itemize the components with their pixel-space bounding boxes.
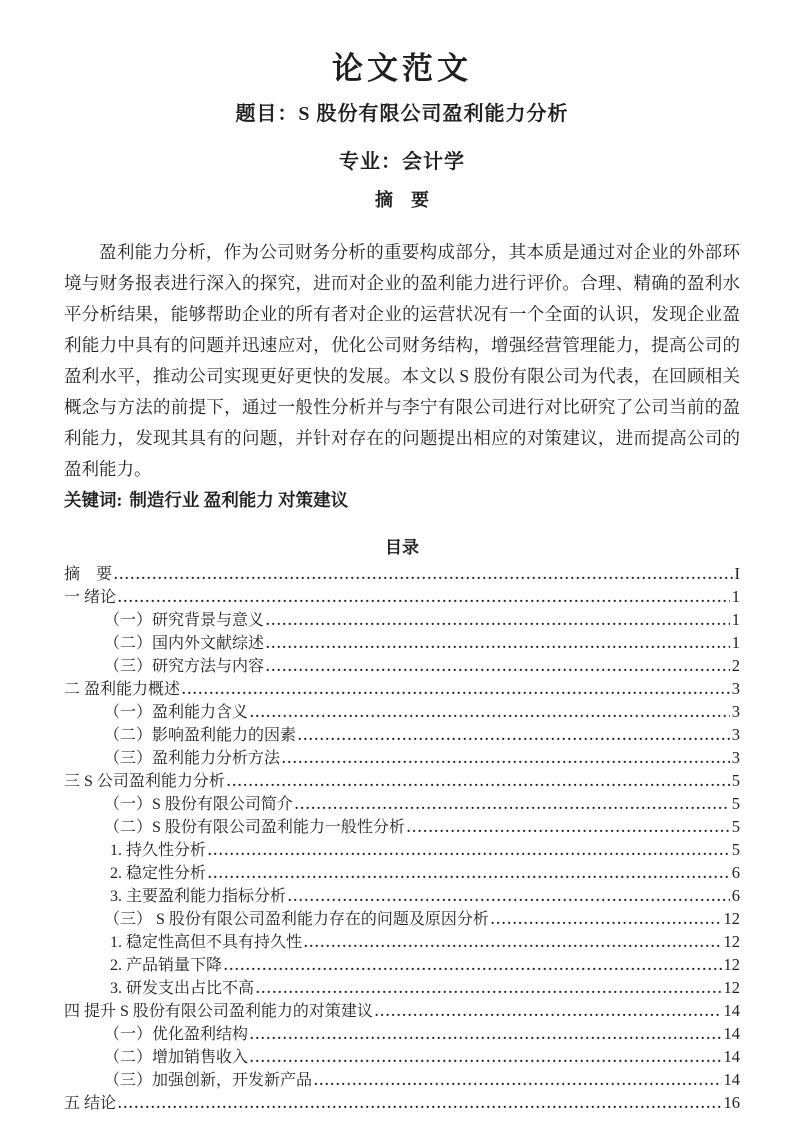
toc-leader-dots [114, 564, 732, 586]
toc-entry-page: 12 [723, 978, 740, 997]
toc-entry-page: 5 [731, 794, 740, 813]
abstract-heading: 摘 要 [375, 190, 429, 210]
toc-entry-page: 3 [731, 702, 740, 721]
toc-leader-dots [250, 1024, 721, 1046]
toc-leader-dots [266, 633, 730, 655]
toc-entry-page: 5 [731, 840, 740, 859]
doc-major: 专业：会计学 [339, 151, 465, 173]
toc-entry-label: （一）盈利能力含义 [104, 704, 249, 721]
toc-entry [64, 1069, 740, 1092]
toc-entry-label: （二）国内外文献综述 [104, 635, 265, 652]
toc-entry-label: 一 绪论 [64, 589, 117, 606]
toc-leader-dots [250, 1047, 721, 1069]
toc-entry-page: 14 [723, 1070, 740, 1089]
toc-entry-label: 3. 研发支出占比不高 [110, 980, 255, 997]
toc-leader-dots [208, 840, 730, 862]
toc-entry-page: 5 [731, 817, 740, 836]
toc-leader-dots [266, 656, 730, 678]
toc-leader-dots [118, 587, 730, 609]
toc-leader-dots [298, 725, 730, 747]
toc-leader-dots [295, 794, 730, 816]
toc-leader-dots [375, 1001, 722, 1023]
toc-entry-page: 3 [731, 748, 740, 767]
toc-entry-label: 五 结论 [64, 1095, 117, 1112]
toc-entry-label: （二）增加销售收入 [104, 1049, 249, 1066]
toc-entry-page: 16 [723, 1093, 740, 1112]
toc-entry-page: 12 [723, 909, 740, 928]
toc-entry-label: （三） S 股份有限公司盈利能力存在的问题及原因分析 [104, 911, 489, 928]
toc-entry [64, 586, 740, 609]
toc-entry [64, 1000, 740, 1023]
toc-entry-page: 12 [723, 955, 740, 974]
toc-entry-label: 三 S 公司盈利能力分析 [64, 773, 225, 790]
toc-entry-label: 二 盈利能力概述 [64, 681, 181, 698]
toc-entry [64, 931, 740, 954]
toc-entry [64, 793, 740, 816]
toc-entry-page: 1 [731, 633, 740, 652]
toc-entry [64, 908, 740, 931]
toc-leader-dots [182, 679, 730, 701]
toc-entry [64, 770, 740, 793]
toc-entry-label: （三）研究方法与内容 [104, 658, 265, 675]
toc-entry-label: （二）影响盈利能力的因素 [104, 727, 297, 744]
toc-entry-page: 3 [731, 725, 740, 744]
toc-leader-dots [282, 748, 730, 770]
toc-entry-page: 5 [731, 771, 740, 790]
toc-entry-page: 14 [723, 1047, 740, 1066]
toc-entry-page: 14 [723, 1001, 740, 1020]
toc-entry-page: 2 [731, 656, 740, 675]
toc-leader-dots [256, 978, 721, 1000]
toc-entry-page: 1 [731, 587, 740, 606]
toc-entry [64, 563, 740, 586]
toc-entry-label: （二）S 股份有限公司盈利能力一般性分析 [104, 819, 405, 836]
toc-entry [64, 1046, 740, 1069]
doc-subject: 题目：S 股份有限公司盈利能力分析 [235, 103, 569, 125]
toc-leader-dots [250, 702, 730, 724]
keywords-value: 制造行业 盈利能力 对策建议 [129, 490, 349, 510]
keywords-line [64, 485, 740, 516]
toc-entry-label: 1. 持久性分析 [110, 842, 207, 859]
toc-entry [64, 655, 740, 678]
toc-leader-dots [491, 909, 722, 931]
toc-entry [64, 678, 740, 701]
toc-leader-dots [266, 610, 730, 632]
toc-entry-page: 3 [731, 679, 740, 698]
toc-entry [64, 701, 740, 724]
toc-entry-label: （一）研究背景与意义 [104, 612, 265, 629]
toc-entry [64, 632, 740, 655]
toc-entry-label: （一）优化盈利结构 [104, 1026, 249, 1043]
toc-entry-label: （一）S 股份有限公司简介 [104, 796, 293, 813]
toc-entry-label: 四 提升 S 股份有限公司盈利能力的对策建议 [64, 1003, 373, 1020]
toc-entry-label: （三）加强创新，开发新产品 [104, 1072, 313, 1089]
toc-entry-label: （三）盈利能力分析方法 [104, 750, 281, 767]
keywords-label: 关键词: [64, 490, 123, 510]
toc-entry [64, 885, 740, 908]
doc-title: 论文范文 [332, 51, 472, 86]
toc-entry-page: 14 [723, 1024, 740, 1043]
toc-entry [64, 1092, 740, 1115]
toc-entry-page: 6 [731, 886, 740, 905]
toc-entry [64, 954, 740, 977]
toc-entry-page: 1 [731, 610, 740, 629]
toc-leader-dots [288, 886, 730, 908]
toc-leader-dots [118, 1093, 721, 1115]
toc-leader-dots [227, 771, 730, 793]
toc-entry-label: 摘 要 [64, 566, 113, 583]
toc-entry [64, 1023, 740, 1046]
toc-entry-page: I [734, 564, 740, 583]
toc-entry-page: 12 [723, 932, 740, 951]
toc-leader-dots [224, 955, 721, 977]
toc-leader-dots [304, 932, 721, 954]
toc-entry [64, 839, 740, 862]
toc-entry [64, 977, 740, 1000]
toc-entry [64, 747, 740, 770]
toc-leader-dots [314, 1070, 721, 1092]
toc-leader-dots [208, 863, 730, 885]
abstract-paragraph: 盈利能力分析，作为公司财务分析的重要构成部分，其本质是通过对企业的外部环境与财务报表进行深入的探究，进而对企业的盈利能力进行评价。合理、精确的盈利水平分析结果，能够帮助企业的所有者对企业的运营状况有一个全面的认识，发现企业盈利能力中具有的问题并迅速应对，优化公司财务结构，增强经营管理能力，提高公司的盈利水平，推动公司实现更好更快的发展。本文以 S 股份有限公司为代表，在回顾相关概念与方法的前提下，通过一般性分析并与李宁有限公司进行对比研究了公司当前的盈利能力，发现其具有的问题，并针对存在的问题提出相应的对策建议，进而提高公司的盈利能力。 [64, 242, 740, 479]
toc-heading: 目录 [385, 538, 419, 557]
toc-entry [64, 724, 740, 747]
toc-entry [64, 609, 740, 632]
toc-entry-page: 6 [731, 863, 740, 882]
toc-entry-label: 2. 稳定性分析 [110, 865, 207, 882]
toc-leader-dots [407, 817, 730, 839]
toc-entry [64, 862, 740, 885]
toc-entry-label: 3. 主要盈利能力指标分析 [110, 888, 287, 905]
toc-entry-label: 2. 产品销量下降 [110, 957, 223, 974]
toc-entry-label: 1. 稳定性高但不具有持久性 [110, 934, 303, 951]
toc-entry [64, 816, 740, 839]
table-of-contents [64, 563, 740, 1115]
